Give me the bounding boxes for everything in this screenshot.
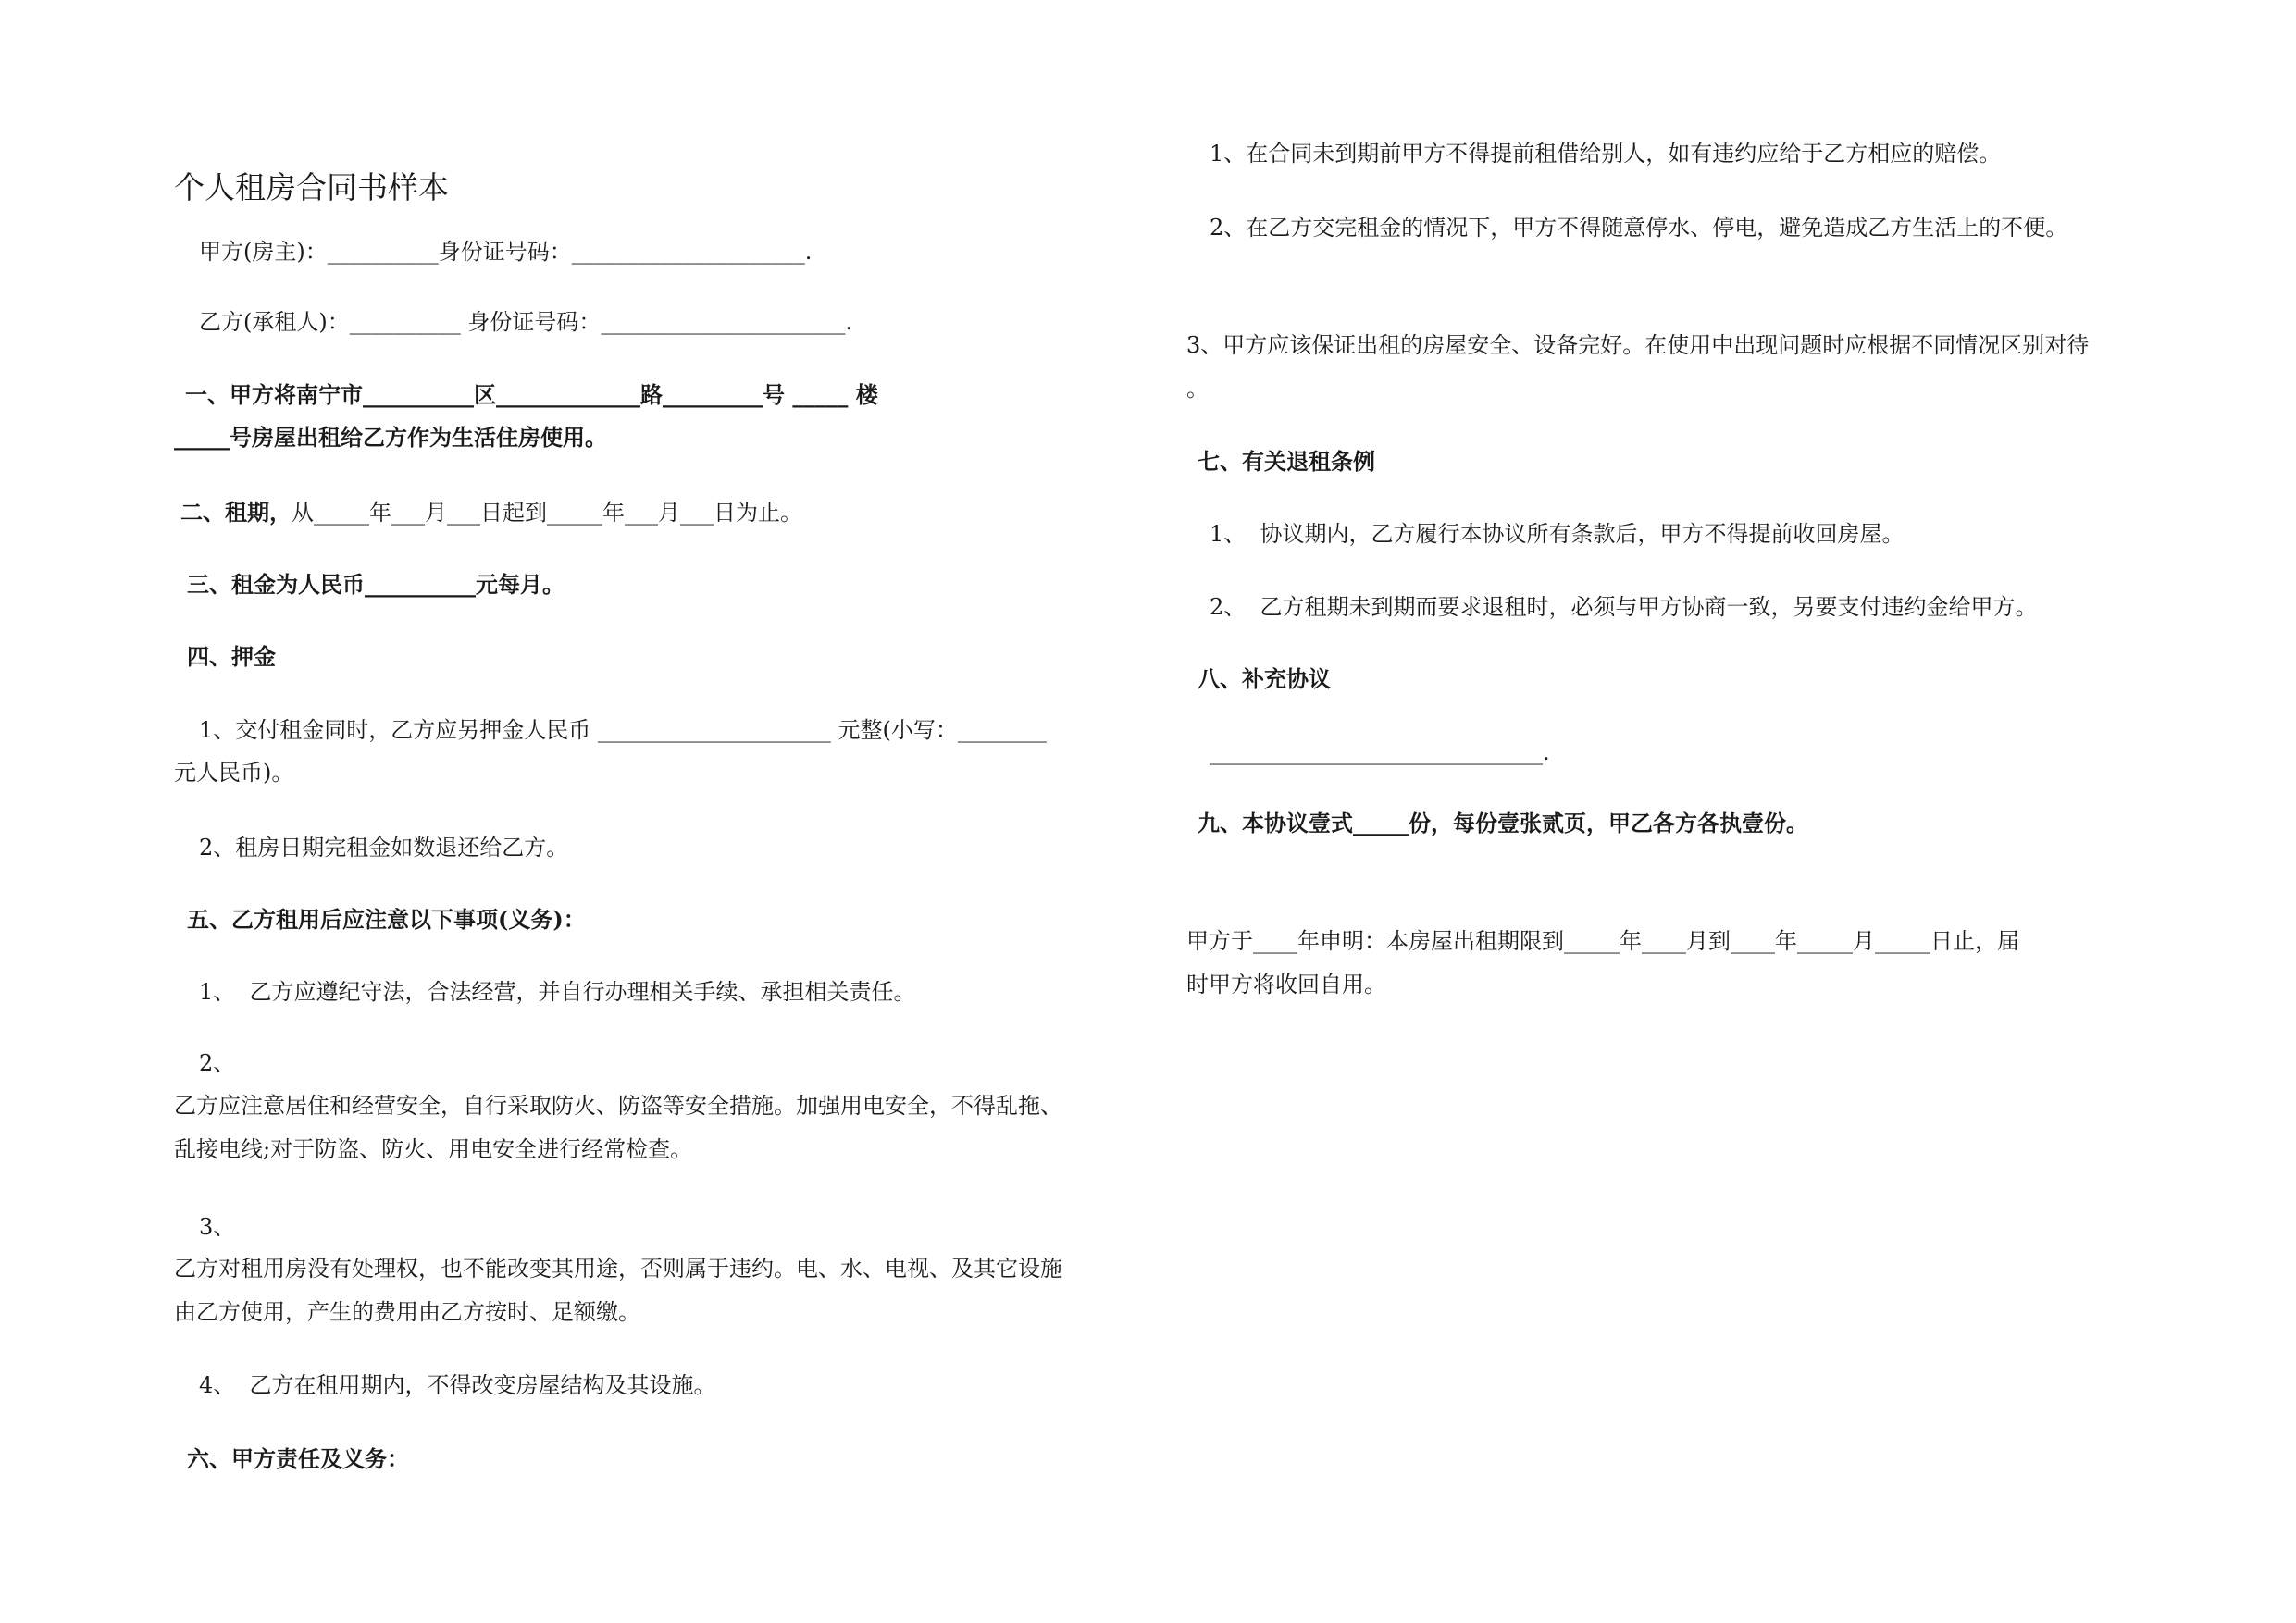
section-2-heading: 二、租期， [180, 499, 292, 526]
section-8-blank-line: ______________________________. [1210, 739, 1550, 765]
section-1-line-2: _____号房屋出租给乙方作为生活住房使用。 [174, 424, 607, 451]
document-title: 个人租房合同书样本 [174, 169, 449, 205]
landlord-note-line-1: 甲方于____年申明：本房屋出租期限到_____年____月到____年_____月_____日止，届 [1186, 928, 2019, 954]
section-5-item-2-line-1: 乙方应注意居住和经营安全，自行采取防火、防盗等安全措施。加强用电安全，不得乱拖、 [174, 1093, 1062, 1119]
section-6-item-3-line-1: 3、甲方应该保证出租的房屋安全、设备完好。在使用中出现问题时应根据不同情况区别对待 [1186, 332, 2090, 358]
section-5-item-2-line-2: 乱接电线;对于防盗、防火、用电安全进行经常检查。 [174, 1136, 693, 1162]
section-5-item-2-number: 2、 [199, 1050, 236, 1076]
section-1-line-1: 一、甲方将南宁市__________区_____________路_________号 _____ 楼 [185, 381, 878, 408]
section-4-heading: 四、押金 [187, 643, 276, 670]
section-4-item-1-line-1: 1、交付租金同时，乙方应另押金人民币 _____________________ 元整(小写：________ [199, 717, 1047, 743]
section-5-item-4: 4、 乙方在租用期内，不得改变房屋结构及其设施。 [199, 1372, 716, 1398]
section-5-item-3-number: 3、 [199, 1214, 236, 1240]
section-5-heading: 五、乙方租用后应注意以下事项(义务)： [187, 906, 586, 933]
section-7-item-1: 1、 协议期内，乙方履行本协议所有条款后，甲方不得提前收回房屋。 [1210, 521, 1905, 547]
landlord-note-line-2: 时甲方将收回自用。 [1186, 972, 1386, 997]
section-2 [180, 499, 802, 527]
section-4-item-2: 2、租房日期完租金如数退还给乙方。 [199, 835, 569, 861]
section-7-heading: 七、有关退租条例 [1198, 448, 1375, 475]
section-6-item-1: 1、在合同未到期前甲方不得提前租借给别人，如有违约应给于乙方相应的赔偿。 [1210, 141, 2002, 167]
section-2-body: 从_____年___月___日起到_____年___月___日为止。 [292, 500, 802, 526]
party-a-line: 甲方(房主)：__________身份证号码：_____________________. [199, 239, 813, 265]
section-6-item-3-line-2: 。 [1186, 376, 1209, 402]
section-8-heading: 八、补充协议 [1198, 665, 1331, 692]
section-5-item-3-line-2: 由乙方使用，产生的费用由乙方按时、足额缴。 [174, 1299, 640, 1325]
section-4-item-1-line-2: 元人民币)。 [174, 760, 294, 786]
section-3: 三、租金为人民币__________元每月。 [187, 571, 565, 598]
section-6-heading: 六、甲方责任及义务： [187, 1445, 409, 1472]
section-9: 九、本协议壹式_____份，每份壹张贰页，甲乙各方各执壹份。 [1198, 810, 1808, 836]
section-6-item-2: 2、在乙方交完租金的情况下，甲方不得随意停水、停电，避免造成乙方生活上的不便。 [1210, 215, 2068, 241]
party-b-line: 乙方(承租人)：__________ 身份证号码：______________________. [199, 309, 852, 335]
section-7-item-2: 2、 乙方租期未到期而要求退租时，必须与甲方协商一致，另要支付违约金给甲方。 [1210, 594, 2038, 620]
section-5-item-3-line-1: 乙方对租用房没有处理权，也不能改变其用途，否则属于违约。电、水、电视、及其它设施 [174, 1256, 1062, 1282]
section-5-item-1: 1、 乙方应遵纪守法，合法经营，并自行办理相关手续、承担相关责任。 [199, 979, 916, 1005]
